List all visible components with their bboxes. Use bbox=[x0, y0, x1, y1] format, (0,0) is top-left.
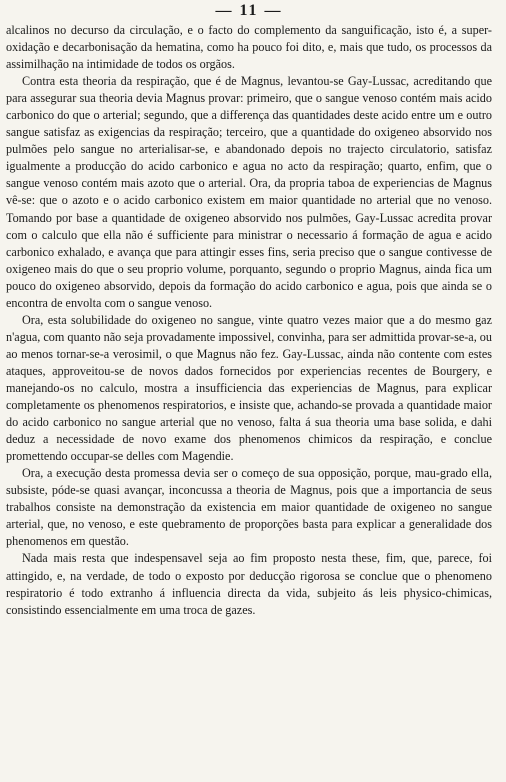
paragraph: Nada mais resta que indespensavel seja ao fim proposto nesta these, fim, que, parece, foi attingido, e, na verdade, de todo o exposto por deducção rigorosa se conclue que o phenomeno respiratorio é todo extranho á influencia directa da vida, subjeito ás leis physico-chimicas, consistindo essencialmente em uma troca de gazes. bbox=[6, 551, 492, 617]
paragraph: Ora, esta solubilidade do oxigeneo no sangue, vinte quatro vezes maior que a do mesmo gaz n'agua, com quanto não seja provadamente impossivel, convinha, para ser admittida provar-se-a, ou ao menos tornar-se-a verosimil, o que Magnus não fez. Gay-Lussac, ainda não contente com estes ataques, approveitou-se de novos dados fornecidos por experiencias recentes de Bourgery, e manejando-os no calculo, mostra a insufficiencia das experiencias de Magnus, para explicar completamente os phenomenos respiratorios, e insiste que, achando-se provada a quantidade maior do acido carbonico no sangue arterial que no venoso, falta á sua theoria uma base solida, e dahi deduz a necessidade de novo exame dos phenomenos chimicos da respiração, e conclue promettendo occupar-se delles com Magendie. bbox=[6, 312, 492, 464]
paragraph: alcalinos no decurso da circulação, e o facto do complemento da sanguificação, isto é, a super-oxidação e decarbonisação da hematina, como ha pouco foi dito, e, mais que tudo, os processos da assimilhação na intimidade de todos os orgãos. bbox=[6, 23, 492, 72]
paragraph: Contra esta theoria da respiração, que é de Magnus, levantou-se Gay-Lussac, acreditando que para assegurar sua theoria devia Magnus provar: primeiro, que o sangue venoso contém mais acido carbonico do que o arterial; segundo, que a differença das quantidades deste acido entre um e outro sangue satisfaz as exigencias da respiração; terceiro, que a quantidade do oxigeneo absorvido nos pulmões pelo sangue no arterialisar-se, e abandonado depois no trajecto circulatorio, satisfaz igualmente a producção do acido carbonico e agua no acto da respiração; quarto, enfim, que o sangue venoso contém mais azoto que o arterial. Ora, da propria taboa de experiencias de Magnus vê-se: que o azoto e o acido carbonico existem em maior quantidade no arterial que no venoso. Tomando por base a quantidade de oxigeneo absorvido nos pulmões, Gay-Lussac acredita provar com o calculo que ella não é sufficiente para ministrar o necessario á formação de agua e acido carbonico exhalado, e avança que para attingir esses fins, seria preciso que o sangue contivesse de oxigeneo mais do que o seu proprio volume, porquanto, segundo o proprio Magnus, ainda fica um pouco do oxigeneo absorvido, depois da formação do acido carbonico e agua, pois que ainda se o encontra de envolta com o sangue venoso. bbox=[6, 74, 492, 310]
body-text bbox=[6, 22, 492, 619]
page-number: — 11 — bbox=[215, 2, 283, 19]
paragraph: Ora, a execução desta promessa devia ser o começo de sua opposição, porque, mau-grado ella, subsiste, póde-se quasi avançar, inconcussa a theoria de Magnus, pois que a importancia de seus trabalhos consiste na demonstração da existencia em maior quantidade de oxigeneo no sangue arterial, que, no venoso, e este quebramento de proporções basta para explicar a generalidade dos phenomenos em questão. bbox=[6, 466, 492, 549]
